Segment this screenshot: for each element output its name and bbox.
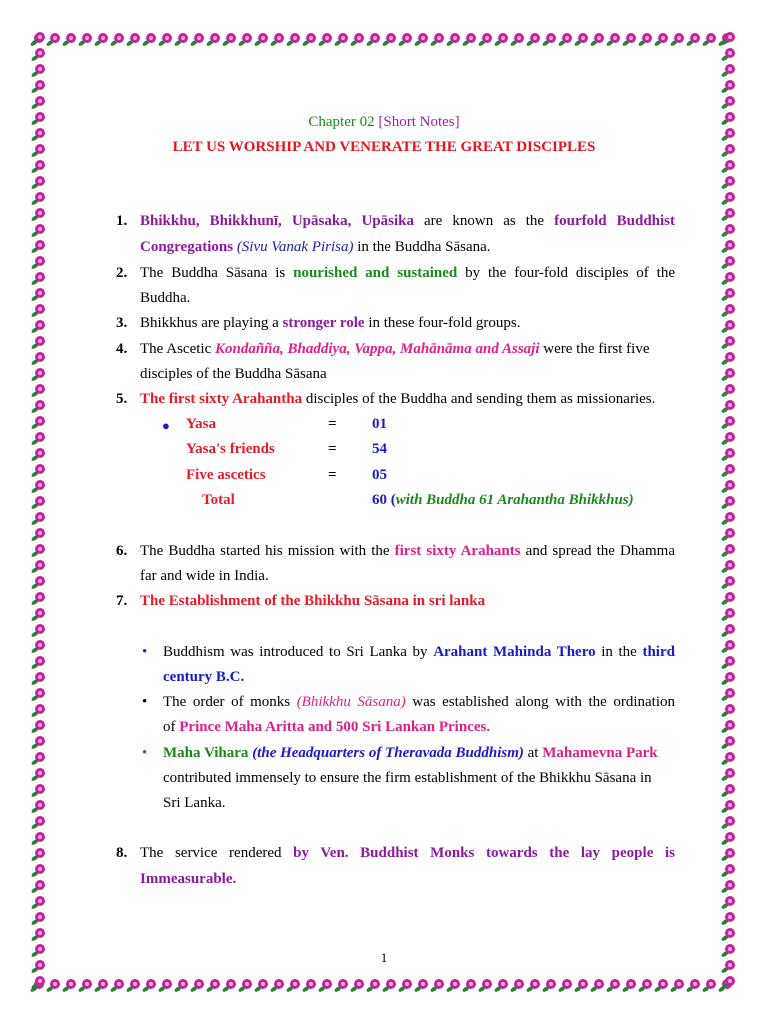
page-number: 1	[380, 950, 388, 965]
table-eq: =	[328, 416, 337, 432]
text-span: Prince Maha Aritta and 500 Sri Lankan Princes.	[179, 719, 491, 735]
text-span: Bhikkhu, Bhikkhunī, Upāsaka, Upāsika	[140, 213, 414, 229]
item-number: 8.	[116, 845, 128, 861]
bullet-3-line-2: contributed immensely to ensure the firm establishment of the Bhikkhu Sāsana in	[163, 770, 652, 786]
item-2-line-1	[140, 263, 675, 283]
text-span: Buddhism was introduced to Sri Lanka by	[163, 644, 434, 660]
text-span: Bhikkhus are playing a	[140, 315, 283, 331]
item-number: 2.	[116, 265, 128, 281]
bullet-2-line-1	[163, 692, 675, 712]
text-span: (Sivu Vanak Pirisa)	[233, 239, 354, 255]
table-value: 05	[372, 467, 387, 483]
bullet-3-line-3: Sri Lanka.	[163, 795, 226, 811]
text-span: The first sixty Arahantha	[140, 391, 303, 407]
text-span: Maha Vihara	[163, 745, 249, 761]
bullet-dot: •	[142, 694, 148, 710]
text-span: The service rendered	[140, 845, 294, 861]
item-1-line-1	[140, 211, 675, 231]
text-span: nourished and sustained	[293, 265, 458, 281]
bullet-dot: •	[142, 644, 148, 660]
text-span: (Bhikkhu Sāsana)	[296, 694, 406, 710]
item-7-line-1: The Establishment of the Bhikkhu Sāsana in sri lanka	[140, 593, 486, 609]
text-span: first sixty Arahants	[394, 543, 521, 559]
table-value: 01	[372, 416, 387, 432]
table-label: Yasa's friends	[186, 441, 275, 457]
text-span: by Ven. Buddhist Monks towards the lay people is	[293, 845, 675, 861]
item-1-line-2	[140, 237, 675, 257]
text-span: disciples of the Buddha and sending them as missionaries.	[302, 391, 656, 407]
table-eq: =	[328, 441, 337, 457]
text-span: was established along with the ordination	[405, 694, 675, 710]
item-number: 1.	[116, 213, 128, 229]
text-span: in these four-fold groups.	[364, 315, 521, 331]
table-total-value	[372, 490, 634, 510]
table-total-label: Total	[202, 492, 235, 508]
text-span: (the Headquarters of Theravada Buddhism)	[248, 745, 524, 761]
text-span: The Ascetic	[140, 341, 215, 357]
text-span: by the four-fold disciples of the	[457, 265, 675, 281]
text-span: 60 (	[372, 492, 396, 508]
text-span: Kondañña, Bhaddiya, Vappa, Mahānāma and Assaji	[214, 341, 540, 357]
item-2-line-2: Buddha.	[140, 290, 191, 306]
item-number: 6.	[116, 543, 128, 559]
text-span: The Buddha started his mission with the	[140, 543, 395, 559]
bullet-1-line-1	[163, 642, 675, 662]
bullet-3-line-1	[163, 743, 658, 763]
text-span: stronger role	[282, 315, 365, 331]
text-span: The order of monks	[163, 694, 297, 710]
item-6-line-1	[140, 541, 675, 561]
item-number: 7.	[116, 593, 128, 609]
item-6-line-2: far and wide in India.	[140, 568, 269, 584]
item-8-line-2: Immeasurable.	[140, 871, 237, 887]
text-span: and spread the Dhamma	[520, 543, 675, 559]
chapter-heading	[0, 112, 768, 132]
text-span: Mahamevna Park	[542, 745, 658, 761]
text-span: are known as the	[414, 213, 555, 229]
table-value: 54	[372, 441, 387, 457]
bullet-dot: •	[142, 745, 148, 761]
item-3-line-1	[140, 313, 675, 333]
text-span: The Buddha Sāsana is	[140, 265, 294, 281]
item-number: 4.	[116, 341, 128, 357]
table-label: Five ascetics	[186, 467, 266, 483]
chapter-label: Chapter 02	[308, 114, 375, 130]
table-eq: =	[328, 467, 337, 483]
bullet-1-line-2: century B.C.	[163, 669, 245, 685]
text-span: in the Buddha Sāsana.	[353, 239, 491, 255]
short-notes-label: [Short Notes]	[378, 114, 460, 130]
item-4-line-1	[140, 339, 675, 359]
text-span: Congregations	[140, 239, 234, 255]
item-4-line-2: disciples of the Buddha Sāsana	[140, 366, 327, 382]
item-5-line-1	[140, 389, 675, 409]
item-number: 3.	[116, 315, 128, 331]
text-span: at	[523, 745, 543, 761]
text-span: in the	[595, 644, 643, 660]
text-span: were the first five	[539, 341, 650, 357]
text-span: of	[163, 719, 180, 735]
text-span: third	[642, 644, 675, 660]
item-8-line-1	[140, 843, 675, 863]
bullet-2-line-2	[163, 717, 490, 737]
text-span: fourfold Buddhist	[554, 213, 676, 229]
item-number: 5.	[116, 391, 128, 407]
text-span: Arahant Mahinda Thero	[433, 644, 596, 660]
text-span: with Buddha 61 Arahantha Bhikkhus)	[395, 492, 634, 508]
page-title: LET US WORSHIP AND VENERATE THE GREAT DISCIPLES	[172, 139, 596, 155]
bullet-dot: ●	[162, 418, 170, 433]
table-label: Yasa	[186, 416, 217, 432]
